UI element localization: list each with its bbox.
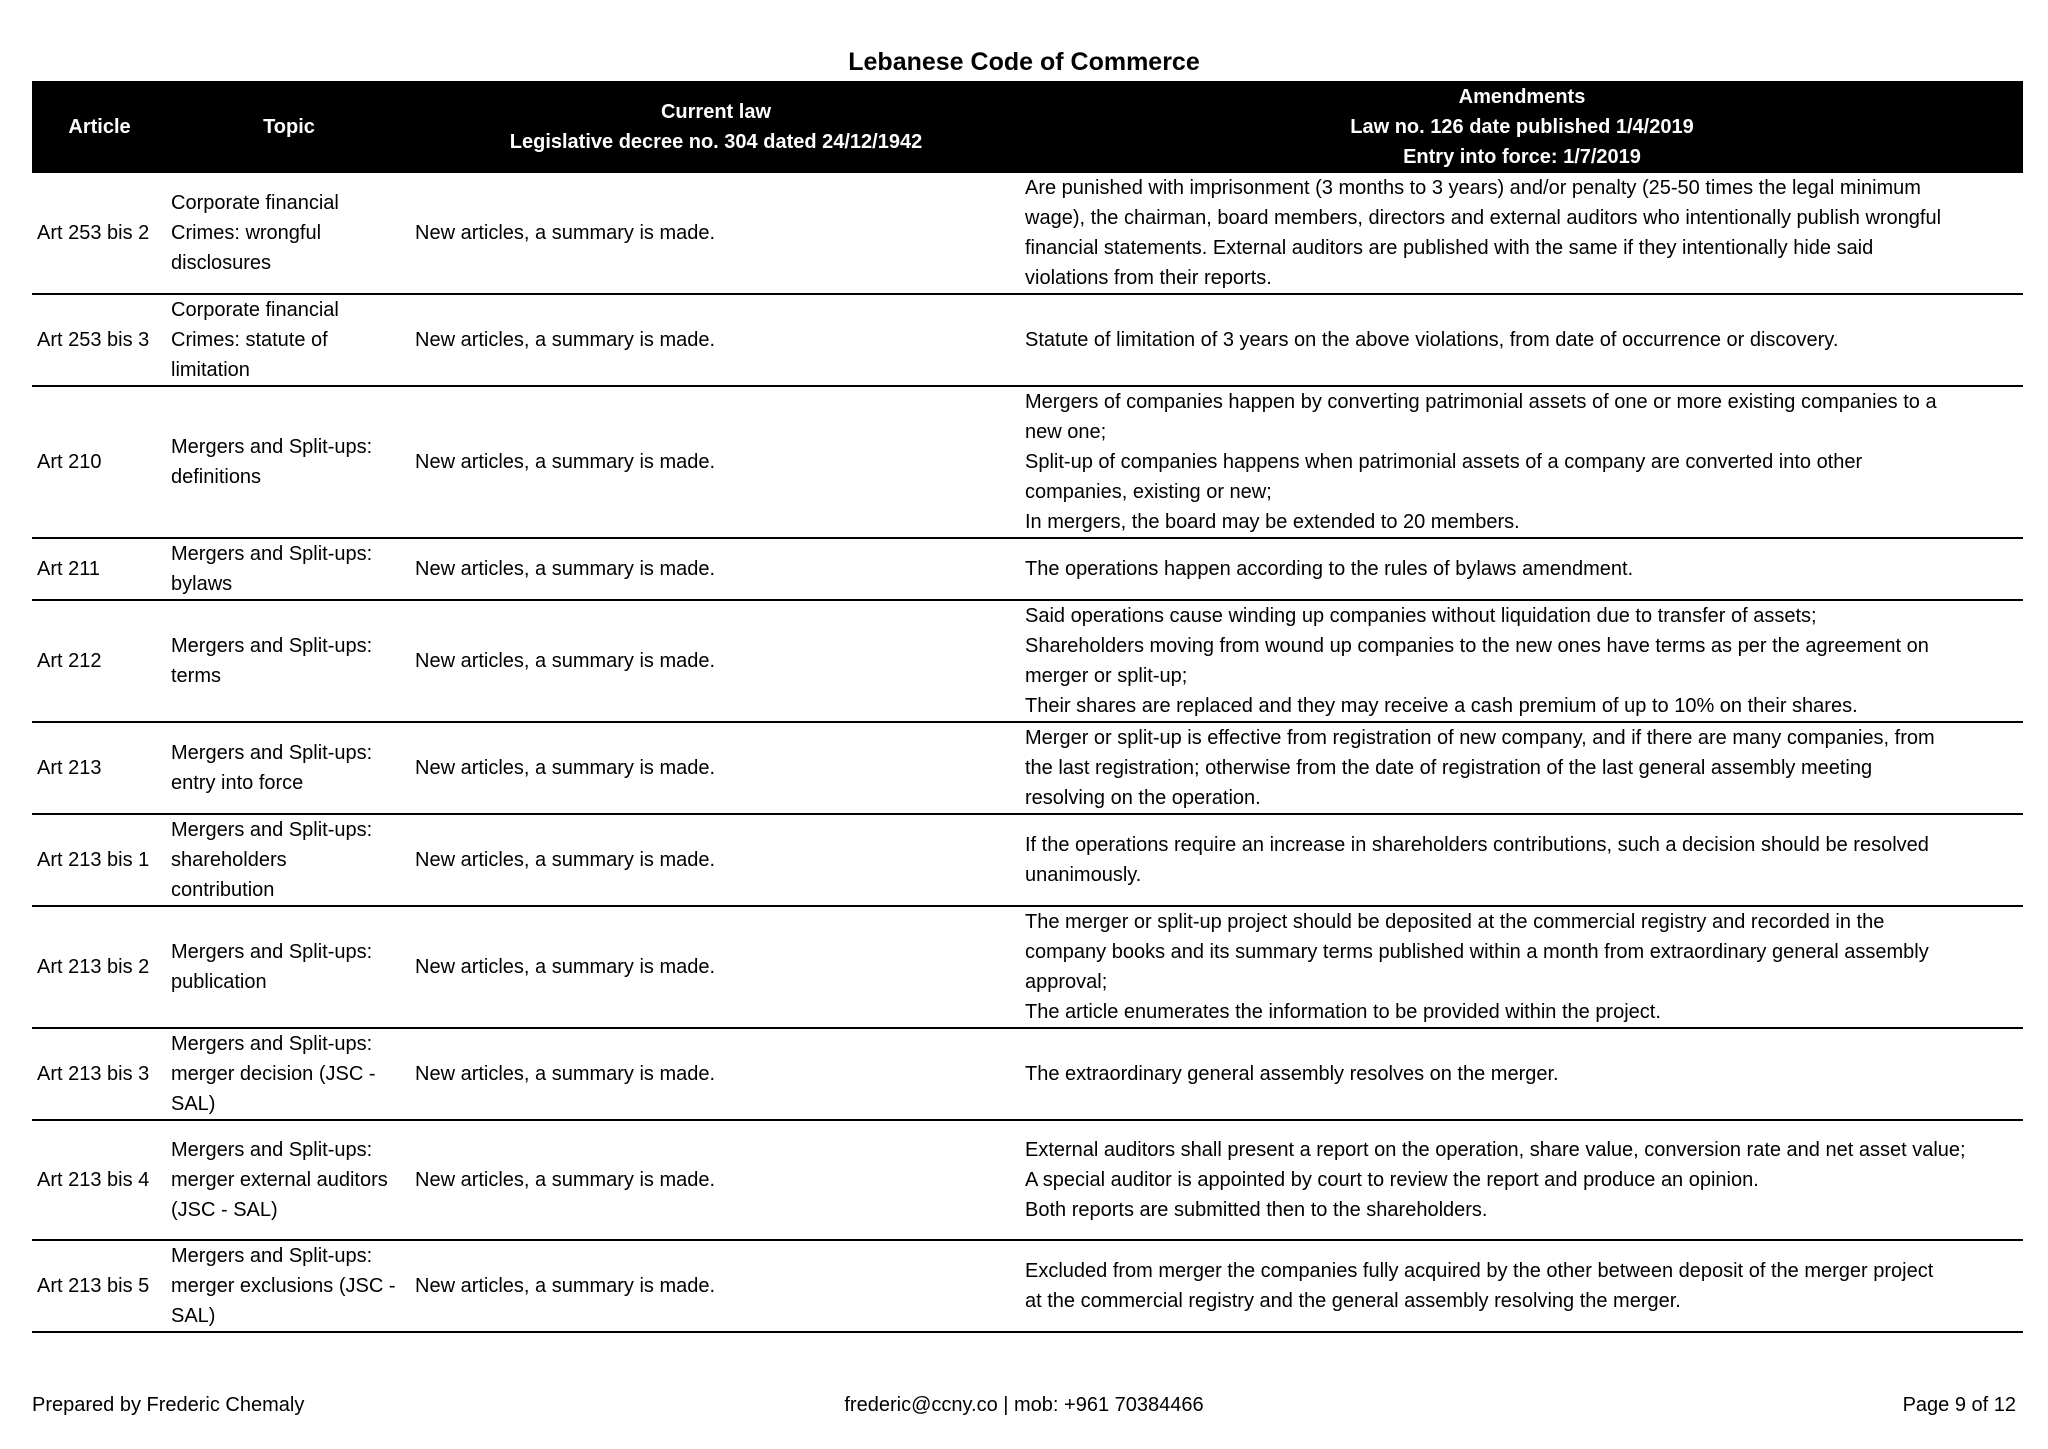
amendment-line: Split-up of companies happens when patrimonial assets of a company are converted into other [1025,451,1863,473]
topic-cell [167,173,411,294]
topic-cell [167,294,411,386]
current-law-cell: New articles, a summary is made. [411,538,1021,600]
article-cell: Art 213 [32,722,167,814]
topic-line: Mergers and Split-ups: [171,1033,373,1055]
amendment-cell [1021,173,2023,294]
amendment-cell [1021,1028,2023,1120]
topic-line: Mergers and Split-ups: [171,941,373,963]
table-row [32,722,2023,814]
topic-line: Mergers and Split-ups: [171,1245,373,1267]
amendment-line: Are punished with imprisonment (3 months to 3 years) and/or penalty (25-50 times the legal minimum [1025,177,1921,199]
topic-line: contribution [171,879,275,901]
article-cell: Art 211 [32,538,167,600]
amendment-cell [1021,814,2023,906]
amendment-cell [1021,1120,2023,1240]
amendment-cell [1021,1240,2023,1332]
amendment-line: The operations happen according to the rules of bylaws amendment. [1025,558,1634,580]
amendment-line: Mergers of companies happen by converting patrimonial assets of one or more existing companies to a [1025,391,1937,413]
table-row [32,600,2023,722]
amendment-line: Both reports are submitted then to the shareholders. [1025,1199,1488,1221]
current-law-cell: New articles, a summary is made. [411,600,1021,722]
amendment-line: In mergers, the board may be extended to 20 members. [1025,511,1520,533]
table-row [32,814,2023,906]
table-row [32,1240,2023,1332]
topic-line: shareholders [171,849,287,871]
amendment-line: If the operations require an increase in shareholders contributions, such a decision should be resolved [1025,834,1929,856]
table-row [32,386,2023,538]
article-cell: Art 212 [32,600,167,722]
topic-line: Crimes: statute of [171,329,328,351]
current-law-cell: New articles, a summary is made. [411,1240,1021,1332]
current-law-cell: New articles, a summary is made. [411,386,1021,538]
topic-line: Mergers and Split-ups: [171,543,373,565]
amendment-cell [1021,538,2023,600]
topic-line: merger external auditors [171,1169,388,1191]
topic-line: limitation [171,359,250,381]
table-row [32,1120,2023,1240]
table-row [32,538,2023,600]
table-body [32,173,2023,1332]
amendment-line: company books and its summary terms published within a month from extraordinary general assembly [1025,941,1929,963]
topic-line: terms [171,665,221,687]
topic-line: Corporate financial [171,192,339,214]
amendment-line: External auditors shall present a report on the operation, share value, conversion rate and net asset value; [1025,1139,1966,1161]
topic-line: publication [171,971,267,993]
article-cell: Art 210 [32,386,167,538]
amendment-line: Excluded from merger the companies fully acquired by the other between deposit of the merger project [1025,1260,1934,1282]
header-current-law: Current law Legislative decree no. 304 dated 24/12/1942 [411,81,1021,173]
topic-cell [167,538,411,600]
topic-cell [167,600,411,722]
article-cell: Art 213 bis 1 [32,814,167,906]
amendment-line: resolving on the operation. [1025,787,1261,809]
topic-line: disclosures [171,252,272,274]
table-row [32,173,2023,294]
header-topic: Topic [167,81,411,173]
amendment-cell [1021,722,2023,814]
header-article: Article [32,81,167,173]
topic-line: SAL) [171,1093,216,1115]
topic-line: (JSC - SAL) [171,1199,278,1221]
table-row [32,294,2023,386]
amendment-line: Said operations cause winding up companies without liquidation due to transfer of assets; [1025,605,1817,627]
header-amendments: Amendments Law no. 126 date published 1/4/2019 Entry into force: 1/7/2019 [1021,81,2023,173]
current-law-cell: New articles, a summary is made. [411,814,1021,906]
table-row [32,1028,2023,1120]
current-law-cell: New articles, a summary is made. [411,906,1021,1028]
current-law-cell: New articles, a summary is made. [411,294,1021,386]
topic-cell [167,906,411,1028]
amendment-line: approval; [1025,971,1108,993]
topic-line: Mergers and Split-ups: [171,742,373,764]
amendment-line: A special auditor is appointed by court to review the report and produce an opinion. [1025,1169,1759,1191]
amendment-line: financial statements. External auditors are published with the same if they intentionally hide said [1025,237,1874,259]
table-header-row [32,81,2023,173]
topic-line: Mergers and Split-ups: [171,635,373,657]
topic-cell [167,386,411,538]
topic-line: Mergers and Split-ups: [171,819,373,841]
topic-cell [167,1240,411,1332]
current-law-cell: New articles, a summary is made. [411,1028,1021,1120]
amendment-line: at the commercial registry and the general assembly resolving the merger. [1025,1290,1681,1312]
current-law-cell: New articles, a summary is made. [411,173,1021,294]
amendment-line: The article enumerates the information to be provided within the project. [1025,1001,1661,1023]
amendment-line: Merger or split-up is effective from registration of new company, and if there are many companies, from [1025,727,1935,749]
table-row [32,906,2023,1028]
amendment-line: companies, existing or new; [1025,481,1272,503]
law-comparison-table [32,81,2023,1333]
topic-line: definitions [171,466,262,488]
article-cell: Art 213 bis 2 [32,906,167,1028]
article-cell: Art 213 bis 3 [32,1028,167,1120]
footer-page-number: Page 9 of 12 [1902,1394,2016,1416]
article-cell: Art 253 bis 2 [32,173,167,294]
topic-line: SAL) [171,1305,216,1327]
amendment-line: violations from their reports. [1025,267,1272,289]
amendment-line: The extraordinary general assembly resolves on the merger. [1025,1063,1559,1085]
footer-author: Prepared by Frederic Chemaly [32,1394,305,1416]
topic-cell [167,1028,411,1120]
article-cell: Art 213 bis 5 [32,1240,167,1332]
topic-cell [167,814,411,906]
amendment-line: new one; [1025,421,1107,443]
amendment-line: wage), the chairman, board members, directors and external auditors who intentionally publish wrongful [1025,207,1942,229]
amendment-line: the last registration; otherwise from the date of registration of the last general assembly meeting [1025,757,1873,779]
amendment-line: Statute of limitation of 3 years on the above violations, from date of occurrence or discovery. [1025,329,1839,351]
page-title: Lebanese Code of Commerce [848,48,1200,76]
topic-line: Mergers and Split-ups: [171,1139,373,1161]
topic-line: merger decision (JSC - [171,1063,376,1085]
amendment-cell [1021,906,2023,1028]
topic-line: Corporate financial [171,299,339,321]
amendment-line: Their shares are replaced and they may receive a cash premium of up to 10% on their shares. [1025,695,1858,717]
current-law-cell: New articles, a summary is made. [411,722,1021,814]
topic-cell [167,1120,411,1240]
amendment-line: Shareholders moving from wound up companies to the new ones have terms as per the agreement on [1025,635,1929,657]
amendment-line: merger or split-up; [1025,665,1188,687]
topic-cell [167,722,411,814]
topic-line: entry into force [171,772,304,794]
amendment-line: unanimously. [1025,864,1142,886]
amendment-cell [1021,600,2023,722]
topic-line: merger exclusions (JSC - [171,1275,396,1297]
amendment-cell [1021,386,2023,538]
article-cell: Art 253 bis 3 [32,294,167,386]
amendment-cell [1021,294,2023,386]
topic-line: Mergers and Split-ups: [171,436,373,458]
current-law-cell: New articles, a summary is made. [411,1120,1021,1240]
topic-line: bylaws [171,573,233,595]
topic-line: Crimes: wrongful [171,222,322,244]
footer-contact: frederic@ccny.co | mob: +961 70384466 [844,1394,1204,1416]
amendment-line: The merger or split-up project should be deposited at the commercial registry and recorded in the [1025,911,1885,933]
article-cell: Art 213 bis 4 [32,1120,167,1240]
